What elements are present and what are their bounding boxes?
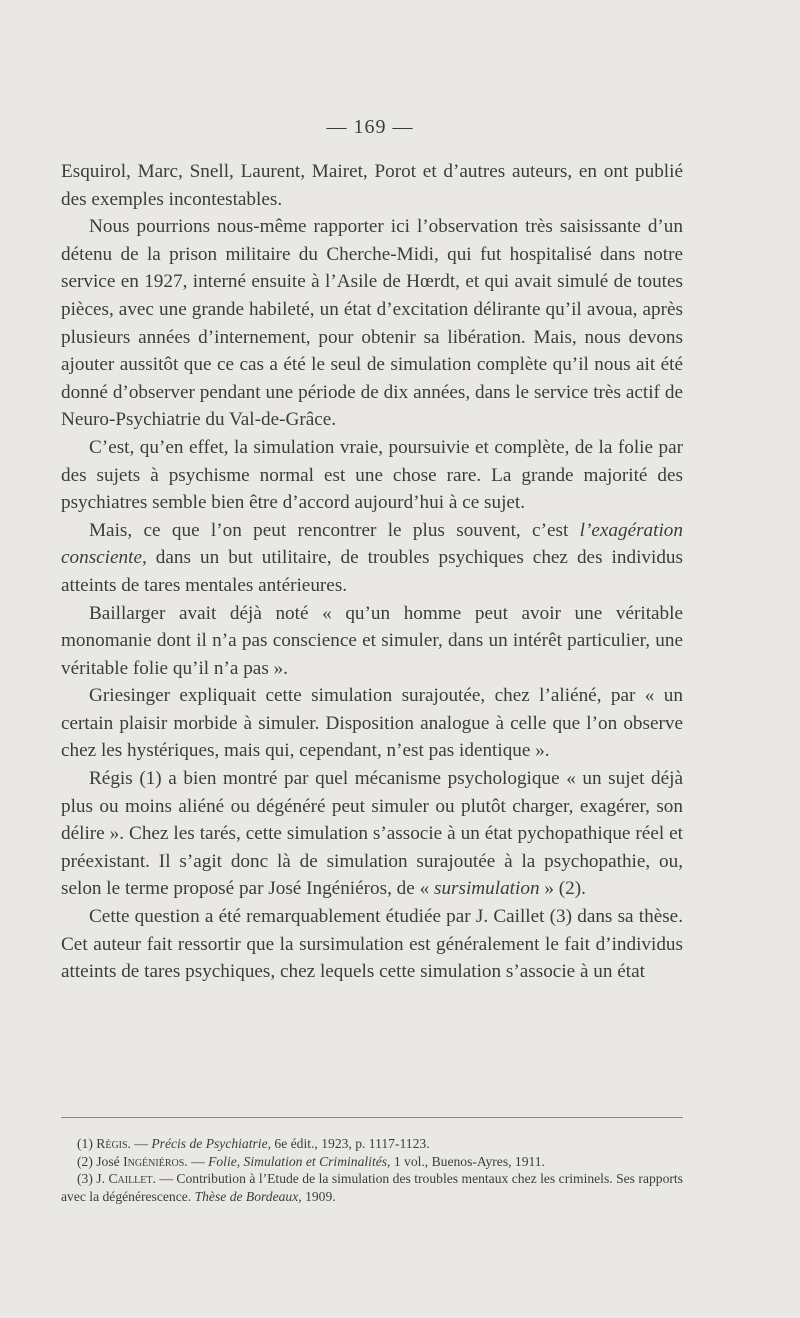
footnote-number: (3) [77, 1171, 93, 1186]
footnote-author: Caillet. [108, 1171, 156, 1186]
footnote-divider [61, 1117, 683, 1118]
footnote-separator: — [130, 1136, 152, 1151]
emphasis: sursimulation [433, 878, 540, 900]
text-run: Régis (1) a bien montré par quel mécanisme psychologique « un sujet déjà plus ou moins aliéné ou dégénéré peut simuler ou plutôt charger, exagérer, son délire ». Chez les tarés, cette simulation s’associe à un état pychopathique réel et préexistant. Il s’agit donc là de simulation surajoutée à la psychopathie, ou, selon le terme proposé par José Ingéniéros, de « [61, 768, 683, 900]
footnote-separator: — [187, 1153, 209, 1169]
footnote-title: Folie, Simulation et Criminalités, [208, 1153, 391, 1169]
paragraph: C’est, qu’en effet, la simulation vraie, poursuivie et complète, de la folie par des sujets à psychisme normal est une chose rare. La grande majorité des psychiatres semble bien être d’accord aujourd’hui à ce sujet. [61, 436, 683, 514]
footnote-number: (1) [77, 1136, 93, 1151]
main-text [61, 158, 683, 986]
footnotes [61, 1135, 683, 1205]
footnote-number: (2) [77, 1153, 93, 1169]
paragraph [61, 517, 683, 600]
footnote-title: Précis de Psychiatrie, [151, 1136, 272, 1151]
paragraph [61, 765, 683, 903]
footnote-text: José [92, 1153, 124, 1169]
footnote-text: 6e édit., 1923, p. 1117-1123. [271, 1136, 430, 1151]
paragraph: Esquirol, Marc, Snell, Laurent, Mairet, Porot et d’autres auteurs, en ont publié des exemples incontestables. [61, 161, 683, 210]
emphasis: l’exagération consciente, [61, 519, 683, 569]
paragraph: Baillarger avait déjà noté « qu’un homme peut avoir une véritable monomanie dont il n’a pas conscience et simuler, dans un intérêt particulier, une véritable folie qu’il n’a pas ». [61, 602, 683, 679]
footnote-title: Thèse de Bordeaux, [194, 1188, 302, 1204]
text-run: Mais, ce que l’on peut rencontrer le plus souvent, c’est [89, 519, 580, 541]
paragraph: Griesinger expliquait cette simulation surajoutée, chez l’aliéné, par « un certain plaisir morbide à simuler. Disposition analogue à celle que l’on observe chez les hystériques, mais qui, cependant, n’est pas identique ». [61, 685, 683, 762]
footnote-text: 1909. [301, 1188, 336, 1204]
footnote-3 [61, 1170, 683, 1205]
text-run: dans un but utilitaire, de troubles psychiques chez des individus atteints de tares mentales antérieures. [61, 547, 683, 596]
footnote-text: — Contribution à l’Etude de la simulation des troubles mentaux chez les criminels. Ses rapports avec la dégénérescence. [61, 1171, 683, 1204]
page-number: — 169 — [326, 116, 414, 138]
text-run: » (2). [539, 878, 586, 900]
paragraph: Cette question a été remarquablement étudiée par J. Caillet (3) dans sa thèse. Cet auteur fait ressortir que la sursimulation est généralement le fait d’individus atteints de tares psychiques, chez lequels cette simulation s’associe à un état [61, 906, 683, 983]
footnote-author: Régis. [96, 1136, 131, 1151]
footnote-2 [61, 1153, 683, 1171]
footnote-author: Ingéniéros. [123, 1153, 188, 1169]
paragraph: Nous pourrions nous-même rapporter ici l’observation très saisissante d’un détenu de la prison militaire du Cherche-Midi, qui fut hospitalisé dans notre service en 1927, interné ensuite à l’Asile de Hœrdt, et qui avait simulé de toutes pièces, avec une grande habileté, un état d’excitation délirante qu’il avoua, après plusieurs années d’internement, pour obtenir sa libération. Mais, nous devons ajouter aussitôt que ce cas a été le seul de simulation complète qu’il nous ait été donné d’observer pendant une période de dix années, dans le service très actif de Neuro-Psychiatrie du Val-de-Grâce. [61, 216, 683, 431]
footnote-text: 1 vol., Buenos-Ayres, 1911. [390, 1153, 545, 1169]
footnote-1 [61, 1135, 683, 1153]
footnote-text: J. [92, 1171, 109, 1186]
